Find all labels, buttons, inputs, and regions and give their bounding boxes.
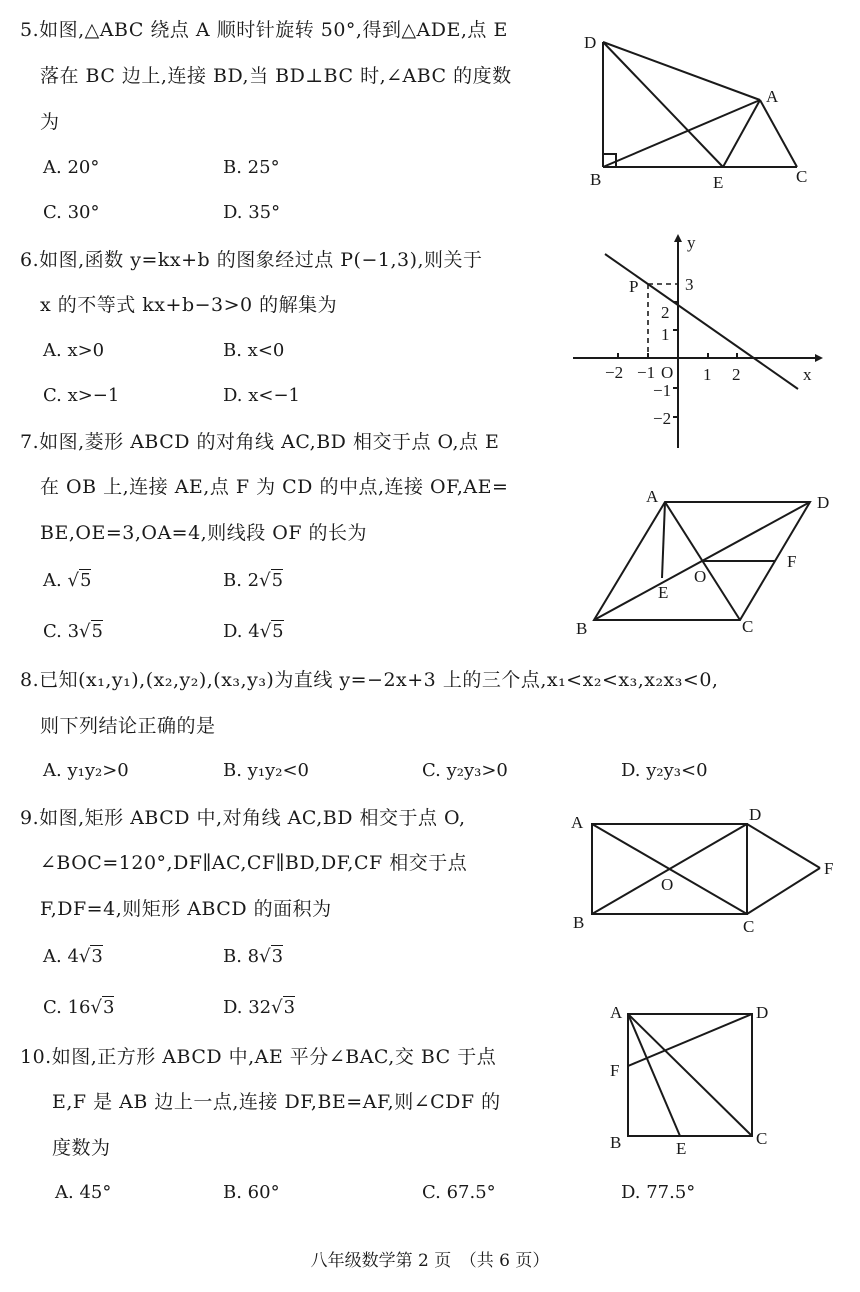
- question-5-option-c: C. 30°: [43, 202, 100, 223]
- rhombus-figure: [570, 482, 845, 642]
- question-9-option-d: D. 32√3: [223, 997, 296, 1018]
- question-10-option-b: B. 60°: [223, 1182, 280, 1203]
- y-tick-neg1: −1: [653, 381, 672, 400]
- question-8-option-c: C. y₂y₃>0: [422, 760, 508, 781]
- question-8-option-b: B. y₁y₂<0: [223, 760, 309, 781]
- question-10-line-3: 度数为: [52, 1137, 111, 1159]
- question-5-option-d: D. 35°: [223, 202, 281, 223]
- label-e: E: [676, 1139, 687, 1158]
- x-tick-2: 2: [732, 365, 741, 384]
- linear-function-graph: [565, 228, 835, 453]
- label-a: A: [766, 87, 779, 106]
- label-e: E: [713, 173, 724, 192]
- label-a: A: [571, 813, 584, 832]
- question-9-line-3: F,DF=4,则矩形 ABCD 的面积为: [40, 898, 332, 920]
- question-8-option-d: D. y₂y₃<0: [621, 760, 708, 781]
- question-9-line-1: 9.如图,矩形 ABCD 中,对角线 AC,BD 相交于点 O,: [20, 807, 466, 829]
- label-c: C: [743, 917, 755, 936]
- rectangle-figure: [565, 800, 845, 940]
- question-7-line-3: BE,OE=3,OA=4,则线段 OF 的长为: [40, 522, 368, 544]
- label-e: E: [658, 583, 669, 602]
- label-d: D: [584, 33, 597, 52]
- question-7-option-c: C. 3√5: [43, 621, 103, 642]
- label-f: F: [610, 1061, 620, 1080]
- label-d: D: [749, 805, 762, 824]
- y-tick-3: 3: [685, 275, 694, 294]
- question-6-option-c: C. x>−1: [43, 385, 120, 406]
- label-c: C: [742, 617, 754, 636]
- label-b: B: [573, 913, 585, 932]
- question-7-line-1: 7.如图,菱形 ABCD 的对角线 AC,BD 相交于点 O,点 E: [20, 431, 500, 453]
- page-footer: 八年级数学第 2 页 （共 6 页）: [310, 1251, 550, 1271]
- point-label-p: P: [629, 277, 639, 296]
- question-7-option-a: A. √5: [43, 570, 92, 591]
- label-c: C: [796, 167, 808, 186]
- question-10-line-2: E,F 是 AB 边上一点,连接 DF,BE=AF,则∠CDF 的: [52, 1091, 501, 1113]
- y-tick-neg2: −2: [653, 409, 672, 428]
- question-5-line-1: 5.如图,△ABC 绕点 A 顺时针旋转 50°,得到△ADE,点 E: [20, 19, 508, 41]
- question-6-option-d: D. x<−1: [223, 385, 301, 406]
- label-b: B: [576, 619, 588, 638]
- y-tick-1: 1: [661, 325, 670, 344]
- question-9-option-a: A. 4√3: [43, 946, 103, 967]
- question-10-option-c: C. 67.5°: [422, 1182, 496, 1203]
- question-10-line-1: 10.如图,正方形 ABCD 中,AE 平分∠BAC,交 BC 于点: [20, 1046, 497, 1068]
- question-10-option-d: D. 77.5°: [621, 1182, 696, 1203]
- axis-label-y: y: [687, 233, 696, 252]
- question-9-option-b: B. 8√3: [223, 946, 284, 967]
- question-5-option-a: A. 20°: [43, 157, 100, 178]
- question-6-line-2: x 的不等式 kx+b−3>0 的解集为: [40, 294, 338, 316]
- axis-label-x: x: [803, 365, 812, 384]
- question-5-line-2: 落在 BC 边上,连接 BD,当 BD⊥BC 时,∠ABC 的度数: [40, 65, 512, 87]
- y-tick-2: 2: [661, 303, 670, 322]
- question-8-line-2: 则下列结论正确的是: [40, 715, 216, 737]
- origin-label: O: [661, 363, 674, 382]
- x-tick-1: 1: [703, 365, 712, 384]
- question-10-option-a: A. 45°: [55, 1182, 112, 1203]
- question-5-line-3: 为: [40, 111, 60, 133]
- question-5-option-b: B. 25°: [223, 157, 280, 178]
- label-o: O: [661, 875, 674, 894]
- triangle-rotation-figure: [580, 28, 820, 198]
- question-6-option-b: B. x<0: [223, 340, 285, 361]
- question-8-option-a: A. y₁y₂>0: [43, 760, 129, 781]
- label-d: D: [756, 1003, 769, 1022]
- question-8-line-1: 8.已知(x₁,y₁),(x₂,y₂),(x₃,y₃)为直线 y=−2x+3 上的三个点,x₁<x₂<x₃,x₂x₃<0,: [20, 669, 719, 691]
- question-9-option-c: C. 16√3: [43, 997, 115, 1018]
- label-a: A: [610, 1003, 623, 1022]
- question-7-option-d: D. 4√5: [223, 621, 284, 642]
- question-6-line-1: 6.如图,函数 y=kx+b 的图象经过点 P(−1,3),则关于: [20, 249, 483, 271]
- label-c: C: [756, 1129, 768, 1148]
- label-b: B: [590, 170, 602, 189]
- label-o: O: [694, 567, 707, 586]
- x-tick-neg1: −1: [637, 363, 656, 382]
- label-f: F: [787, 552, 797, 571]
- x-tick-neg2: −2: [605, 363, 624, 382]
- square-figure: [600, 998, 790, 1168]
- label-a: A: [646, 487, 659, 506]
- question-7-line-2: 在 OB 上,连接 AE,点 F 为 CD 的中点,连接 OF,AE=: [40, 476, 509, 498]
- label-b: B: [610, 1133, 622, 1152]
- label-f: F: [824, 859, 834, 878]
- question-6-option-a: A. x>0: [43, 340, 105, 361]
- question-9-line-2: ∠BOC=120°,DF∥AC,CF∥BD,DF,CF 相交于点: [40, 852, 468, 874]
- label-d: D: [817, 493, 830, 512]
- question-7-option-b: B. 2√5: [223, 570, 284, 591]
